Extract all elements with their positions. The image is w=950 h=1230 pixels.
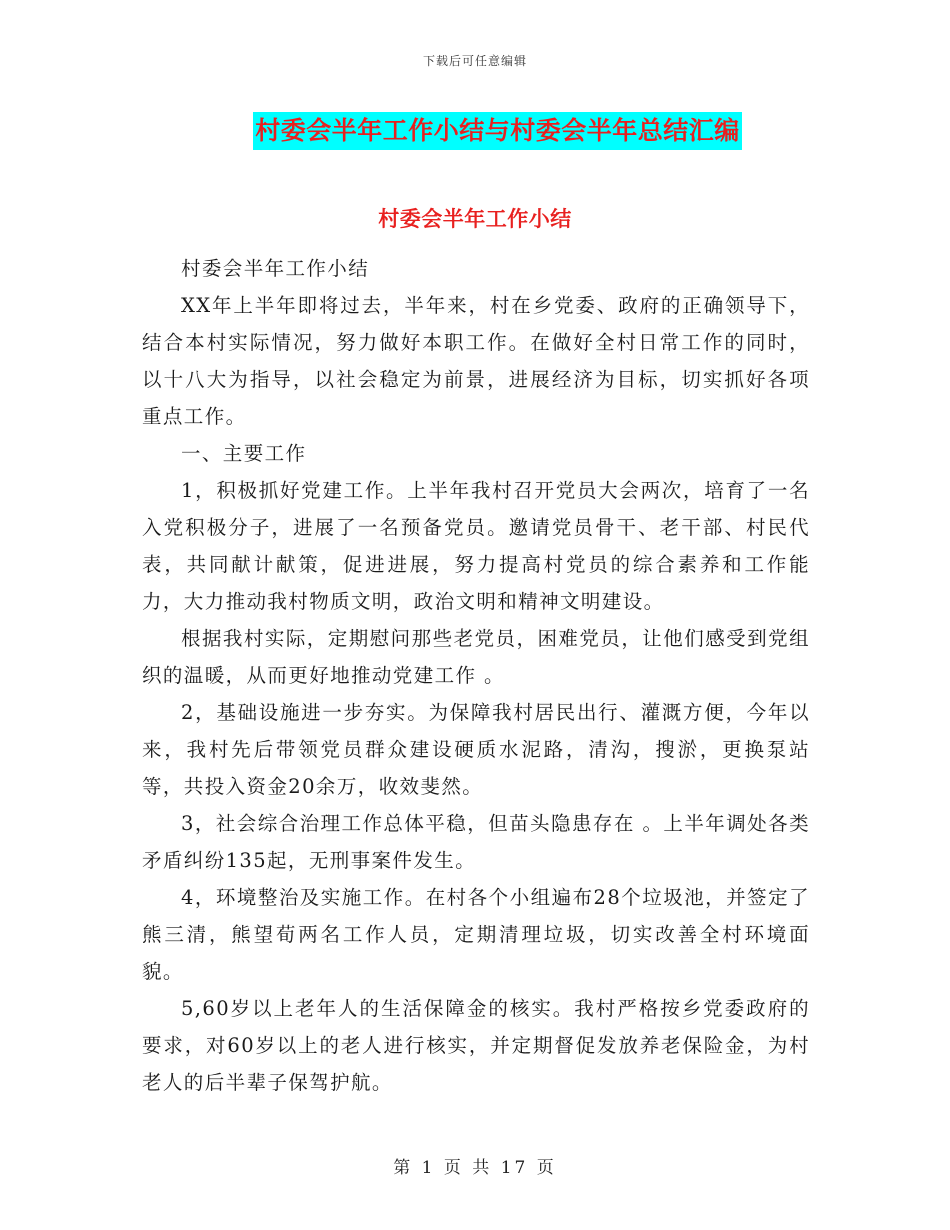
paragraph: 5,60岁以上老年人的生活保障金的核实。我村严格按乡党委政府的要求，对60岁以上的老人进行核实，并定期督促发放养老保险金，为村老人的后半辈子保驾护航。 bbox=[142, 997, 810, 1094]
main-title bbox=[0, 112, 950, 150]
paragraph: 村委会半年工作小结 bbox=[181, 257, 370, 280]
paragraph: 4，环境整治及实施工作。在村各个小组遍布28个垃圾池，并签定了熊三清，熊望荀两名工作人员，定期清理垃圾，切实改善全村环境面貌。 bbox=[142, 886, 810, 983]
document-body bbox=[142, 250, 810, 1101]
paragraph-heading: 一、主要工作 bbox=[181, 442, 307, 465]
paragraph: XX年上半年即将过去，半年来，村在乡党委、政府的正确领导下，结合本村实际情况，努力做好本职工作。在做好全村日常工作的同时，以十八大为指导，以社会稳定为前景，进展经济为目标，切实抓好各项重点工作。 bbox=[142, 294, 810, 428]
paragraph: 1，积极抓好党建工作。上半年我村召开党员大会两次，培育了一名入党积极分子，进展了一名预备党员。邀请党员骨干、老干部、村民代表，共同献计献策，促进进展，努力提高村党员的综合素养和工作能力，大力推动我村物质文明，政治文明和精神文明建设。 bbox=[142, 479, 810, 613]
paragraph: 3，社会综合治理工作总体平稳，但苗头隐患存在 。上半年调处各类矛盾纠纷135起，无刑事案件发生。 bbox=[142, 812, 810, 872]
main-title-text: 村委会半年工作小结与村委会半年总结汇编 bbox=[253, 112, 742, 150]
paragraph: 根据我村实际，定期慰问那些老党员，困难党员，让他们感受到党组织的温暖，从而更好地推动党建工作 。 bbox=[142, 627, 810, 687]
page-number: 第 1 页 共 17 页 bbox=[393, 1158, 557, 1178]
section-title: 村委会半年工作小结 bbox=[378, 206, 572, 231]
header-note: 下载后可任意编辑 bbox=[422, 54, 527, 68]
paragraph: 2，基础设施进一步夯实。为保障我村居民出行、灌溉方便，今年以来，我村先后带领党员群众建设硬质水泥路，清沟，搜淤，更换泵站等，共投入资金20余万，收效斐然。 bbox=[142, 701, 810, 798]
